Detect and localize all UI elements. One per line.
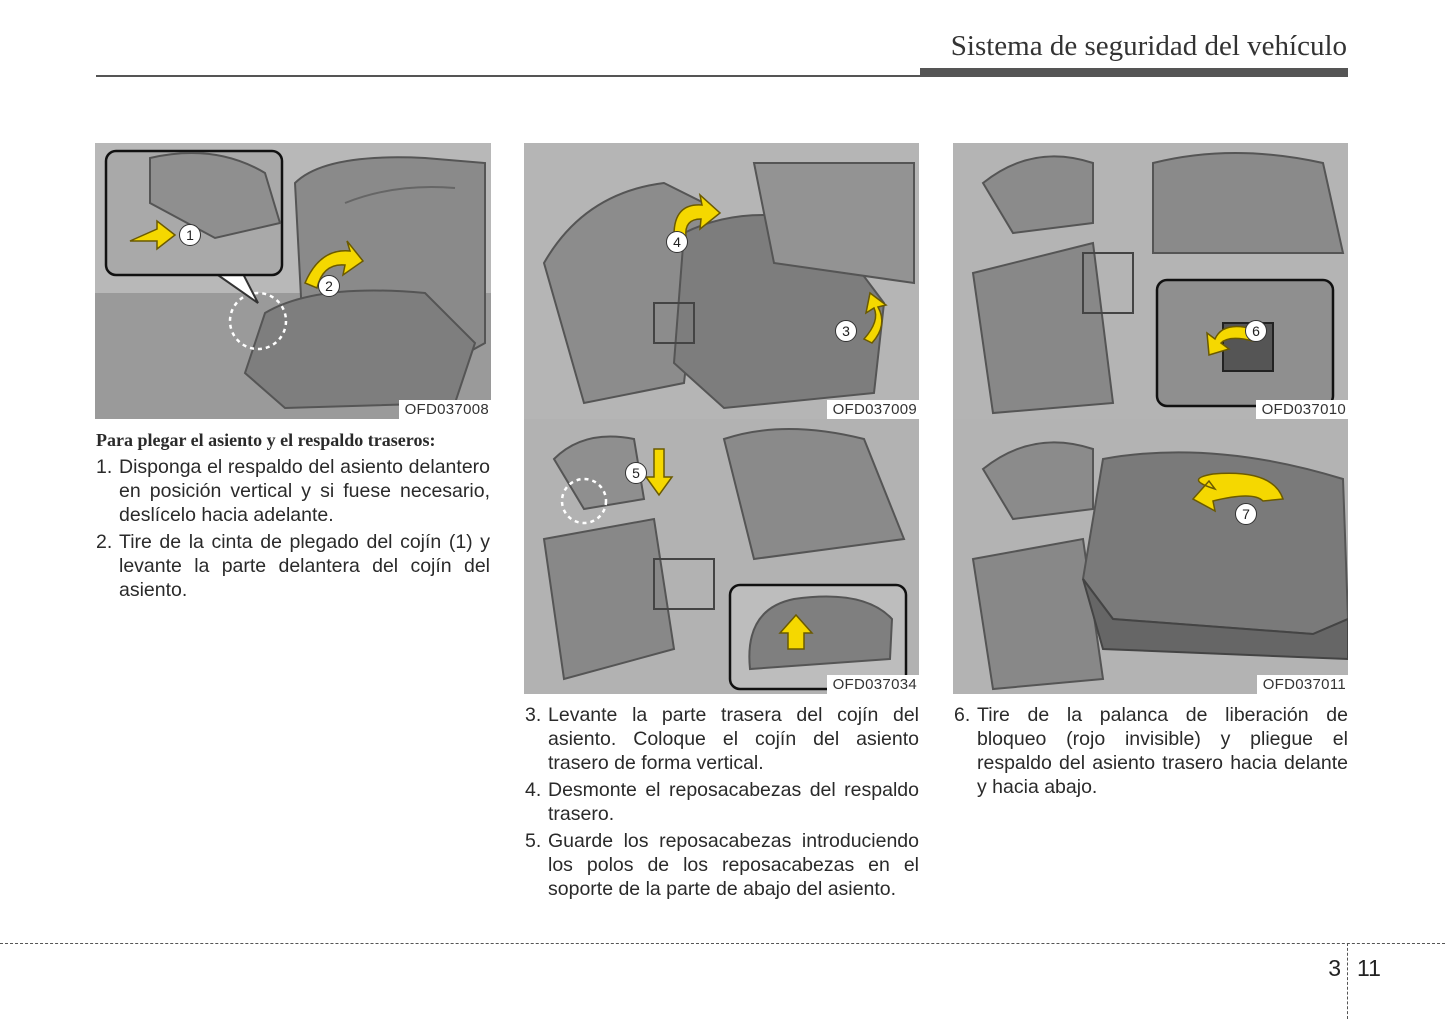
marker-3: 3 [835,320,857,342]
column-2-text [525,703,919,904]
figure-fold-backrest [953,419,1348,694]
step-1 [96,455,490,527]
step-text: Tire de la palanca de liberación de bloqueo (rojo invisible) y pliegue el respaldo del asiento trasero hacia delante y hacia abajo. [977,704,1348,798]
footer-dashed-rule [0,943,1445,944]
page-header-title: Sistema de seguridad del vehículo [950,30,1347,62]
column-1-text [96,428,490,605]
figure-fold-cushion [95,143,491,419]
header-rule-accent [920,68,1348,77]
section-heading: Para plegar el asiento y el respaldo traseros: [96,430,436,450]
figure-code: OFD037034 [827,675,919,694]
marker-2: 2 [318,275,340,297]
figure-illustration [953,143,1348,419]
step-text: Guarde los reposacabezas introduciendo los polos de los reposacabezas en el soporte de la parte de abajo del asiento. [548,830,919,900]
marker-4: 4 [666,231,688,253]
step-number: 1. [96,456,113,478]
step-text: Tire de la cinta de plegado del cojín (1) y levante la parte delantera del cojín del asiento. [119,531,490,601]
figure-store-headrest [524,419,919,694]
footer-dashed-divider [1347,943,1348,1019]
figure-code: OFD037008 [399,400,491,419]
step-number: 4. [525,779,542,801]
figure-illustration [953,419,1348,694]
figure-illustration [524,143,919,419]
figure-illustration [524,419,919,694]
column-3-text [954,703,1348,802]
step-2 [96,530,490,602]
marker-6: 6 [1245,320,1267,342]
marker-7: 7 [1235,503,1257,525]
figure-code: OFD037009 [827,400,919,419]
step-4 [525,778,919,826]
page-number: 11 [1357,955,1381,981]
step-number: 5. [525,830,542,852]
figure-illustration [95,143,491,419]
step-3 [525,703,919,775]
chapter-number: 3 [1328,955,1341,981]
marker-5: 5 [625,462,647,484]
step-5 [525,829,919,901]
figure-code: OFD037010 [1256,400,1348,419]
step-text: Desmonte el reposacabezas del respaldo trasero. [548,779,919,825]
figure-release-lever [953,143,1348,419]
step-number: 2. [96,531,113,553]
step-6 [954,703,1348,799]
step-text: Levante la parte trasera del cojín del asiento. Coloque el cojín del asiento trasero de forma vertical. [548,704,919,774]
marker-1: 1 [179,224,201,246]
step-number: 6. [954,704,971,726]
step-number: 3. [525,704,542,726]
figure-code: OFD037011 [1257,675,1348,694]
figure-lift-cushion [524,143,919,419]
step-text: Disponga el respaldo del asiento delantero en posición vertical y si fuese necesario, deslícelo hacia adelante. [119,456,490,526]
